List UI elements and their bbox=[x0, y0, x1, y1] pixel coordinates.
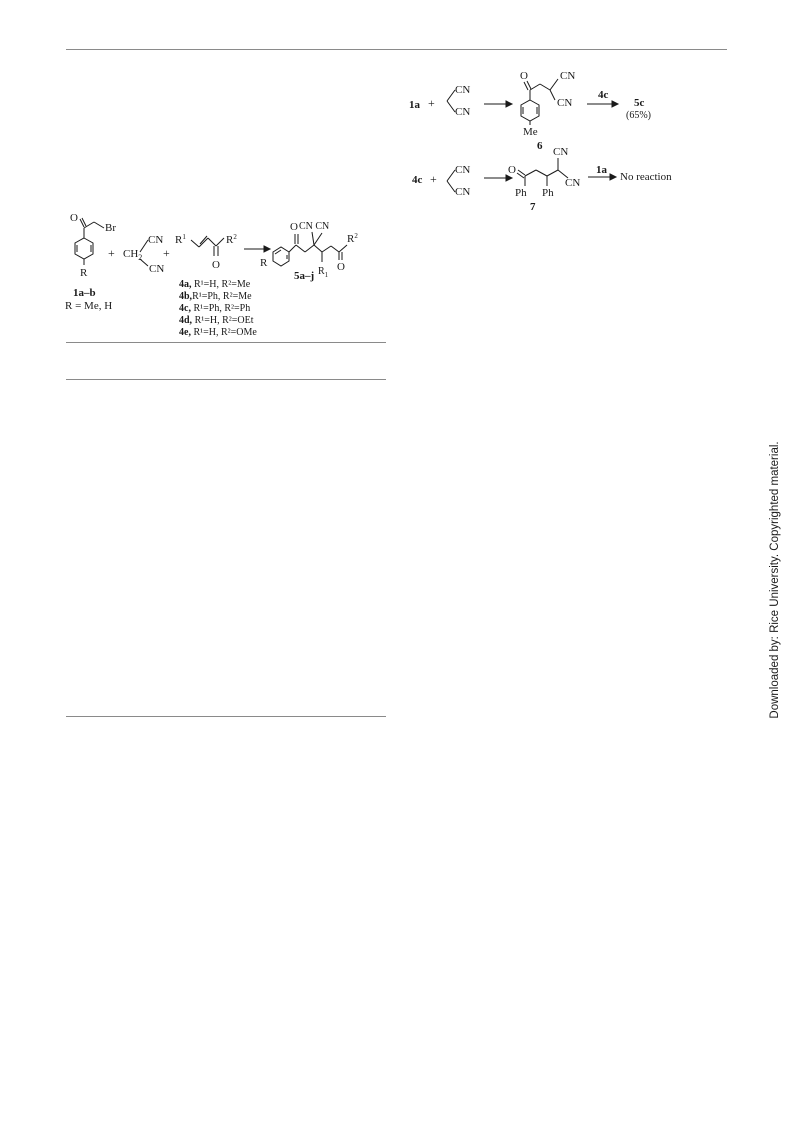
bromide-structure bbox=[65, 212, 116, 312]
bromide-label: 1a–b bbox=[73, 287, 96, 299]
malono-cn-bot: CN bbox=[149, 263, 165, 275]
p6-cn1: CN bbox=[560, 70, 576, 82]
download-notice bbox=[764, 435, 786, 725]
product-o1: O bbox=[290, 221, 298, 233]
p6-label: 6 bbox=[537, 140, 543, 152]
reagent-4c-top: 4c bbox=[598, 89, 609, 101]
bromide-r: R bbox=[80, 267, 88, 279]
enone-o: O bbox=[212, 259, 220, 271]
scheme-control-7 bbox=[400, 140, 700, 213]
p6-cn2: CN bbox=[557, 97, 573, 109]
plus-1: + bbox=[108, 246, 115, 260]
p7-cn2: CN bbox=[565, 177, 581, 189]
bromide-r-def: R = Me, H bbox=[65, 300, 113, 312]
malononitrile-structure bbox=[123, 234, 164, 275]
mal-top-cn1: CN bbox=[455, 84, 471, 96]
malononitrile-top bbox=[447, 84, 470, 118]
product-r2: $R^2$ bbox=[347, 232, 358, 245]
product-r1: $R_1$ bbox=[318, 266, 329, 279]
table-bottom-rule bbox=[66, 716, 386, 717]
plus-2: + bbox=[163, 246, 170, 260]
p7-cn1: CN bbox=[553, 146, 569, 158]
bromide-br: Br bbox=[105, 222, 116, 234]
plus-bottom: + bbox=[430, 172, 437, 186]
legend-4b: 4b,R¹=Ph, R²=Me bbox=[179, 291, 252, 302]
p7-ph2: Ph bbox=[542, 187, 554, 199]
substituent-legend bbox=[179, 279, 257, 338]
p6-me: Me bbox=[523, 126, 538, 138]
enone-r1: $R^1$ bbox=[175, 233, 186, 246]
final-5c: 5c bbox=[634, 97, 645, 109]
mal-top-cn2: CN bbox=[455, 106, 471, 118]
reagent-1a-bottom: 1a bbox=[596, 164, 607, 176]
scheme-bottom-rule bbox=[66, 342, 386, 343]
legend-4c: 4c, R¹=Ph, R²=Ph bbox=[179, 303, 251, 314]
enone-r2: $R^2$ bbox=[226, 233, 237, 246]
table-top-rule bbox=[66, 379, 386, 380]
product-o2: O bbox=[337, 261, 345, 273]
no-reaction: No reaction bbox=[620, 171, 672, 183]
malono-cn-top: CN bbox=[148, 234, 164, 246]
product-cn-cn: CN CN bbox=[299, 221, 330, 232]
product-label: 5a–j bbox=[294, 270, 315, 282]
legend-4d: 4d, R¹=H, R²=OEt bbox=[179, 315, 254, 326]
product-r: R bbox=[260, 257, 268, 269]
legend-4a: 4a, R¹=H, R²=Me bbox=[179, 279, 251, 290]
header-rule bbox=[66, 49, 727, 50]
product-7-structure bbox=[508, 146, 580, 213]
product-5-structure bbox=[260, 221, 358, 282]
reactant-1a: 1a bbox=[409, 99, 420, 111]
p7-o: O bbox=[508, 164, 516, 176]
reactant-4c-bottom: 4c bbox=[412, 174, 423, 186]
download-notice-text: Downloaded by: Rice University. Copyrighted material. bbox=[769, 441, 781, 719]
enone-structure bbox=[175, 233, 237, 271]
scheme-synthesis-5a-j bbox=[60, 200, 390, 340]
mal-bot-cn2: CN bbox=[455, 186, 471, 198]
p7-label: 7 bbox=[530, 201, 536, 213]
plus-top: + bbox=[428, 96, 435, 110]
scheme-control-6 bbox=[400, 62, 700, 150]
p6-o: O bbox=[520, 70, 528, 82]
final-yield: (65%) bbox=[626, 110, 651, 121]
malono-ch2: $CH_2$ bbox=[123, 248, 143, 262]
mal-bot-cn1: CN bbox=[455, 164, 471, 176]
malononitrile-bottom bbox=[447, 164, 470, 198]
bromide-carbonyl-o: O bbox=[70, 212, 78, 224]
p7-ph1: Ph bbox=[515, 187, 527, 199]
legend-4e: 4e, R¹=H, R²=OMe bbox=[179, 327, 257, 338]
